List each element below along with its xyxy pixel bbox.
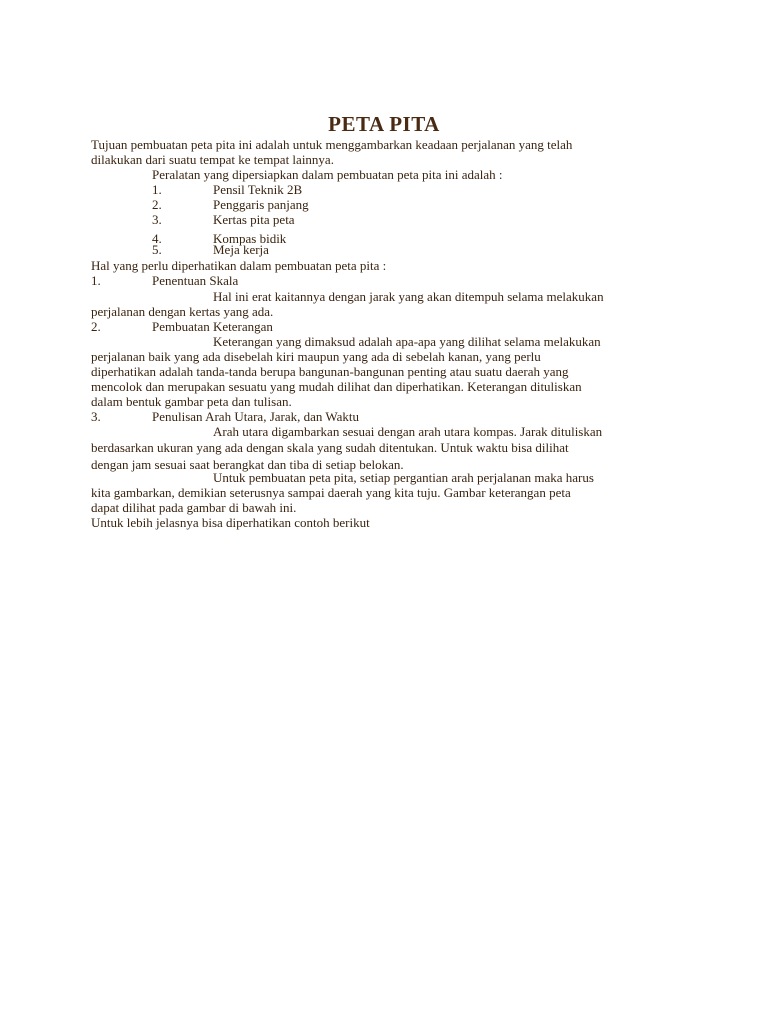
section-line: dapat dilihat pada gambar di bawah ini.	[91, 500, 297, 515]
section-line: mencolok dan merupakan sesuatu yang mudah dilihat dan diperhatikan. Keterangan dituliskan	[91, 379, 582, 394]
section-line: kita gambarkan, demikian seterusnya sampai daerah yang kita tuju. Gambar keterangan peta	[91, 485, 571, 500]
section-number: 2.	[91, 319, 101, 334]
section-line: dengan jam sesuai saat berangkat dan tiba di setiap belokan.	[91, 457, 404, 472]
list-item-text: Penggaris panjang	[213, 197, 309, 212]
closing-line: Untuk lebih jelasnya bisa diperhatikan contoh berikut	[91, 515, 370, 530]
section-heading: Pembuatan Keterangan	[152, 319, 273, 334]
tools-heading: Peralatan yang dipersiapkan dalam pembuatan peta pita ini adalah :	[152, 167, 503, 182]
list-item-text: Meja kerja	[213, 242, 269, 257]
section-number: 1.	[91, 273, 101, 288]
list-item-number: 3.	[152, 212, 162, 227]
section-number: 3.	[91, 409, 101, 424]
section-line: Arah utara digambarkan sesuai dengan arah utara kompas. Jarak dituliskan	[213, 424, 603, 439]
list-item-text: Kompas bidik	[213, 231, 287, 246]
section-heading: Penulisan Arah Utara, Jarak, dan Waktu	[152, 409, 360, 424]
intro-line-1: Tujuan pembuatan peta pita ini adalah untuk menggambarkan keadaan perjalanan yang telah	[91, 137, 573, 152]
list-item-number: 2.	[152, 197, 162, 212]
section-line: perjalanan dengan kertas yang ada.	[91, 304, 274, 319]
section-line: dalam bentuk gambar peta dan tulisan.	[91, 394, 292, 409]
section-line: diperhatikan adalah tanda-tanda berupa bangunan-bangunan penting atau suatu daerah yang	[91, 364, 569, 379]
list-item-text: Kertas pita peta	[213, 212, 295, 227]
section-line: Keterangan yang dimaksud adalah apa-apa yang dilihat selama melakukan	[213, 334, 601, 349]
list-item-text: Pensil Teknik 2B	[213, 182, 303, 197]
page-title: PETA PITA	[328, 112, 440, 136]
section-line: berdasarkan ukuran yang ada dengan skala yang sudah ditentukan. Untuk waktu bisa dilihat	[91, 440, 569, 455]
list-item-number: 5.	[152, 242, 162, 257]
notes-heading: Hal yang perlu diperhatikan dalam pembuatan peta pita :	[91, 258, 387, 273]
list-item-number: 1.	[152, 182, 162, 197]
intro-line-2: dilakukan dari suatu tempat ke tempat lainnya.	[91, 152, 334, 167]
list-item-number: 4.	[152, 231, 162, 246]
section-heading: Penentuan Skala	[152, 273, 239, 288]
section-line: Hal ini erat kaitannya dengan jarak yang akan ditempuh selama melakukan	[213, 289, 604, 304]
section-line: perjalanan baik yang ada disebelah kiri maupun yang ada di sebelah kanan, yang perlu	[91, 349, 541, 364]
section-line: Untuk pembuatan peta pita, setiap pergantian arah perjalanan maka harus	[213, 470, 594, 485]
